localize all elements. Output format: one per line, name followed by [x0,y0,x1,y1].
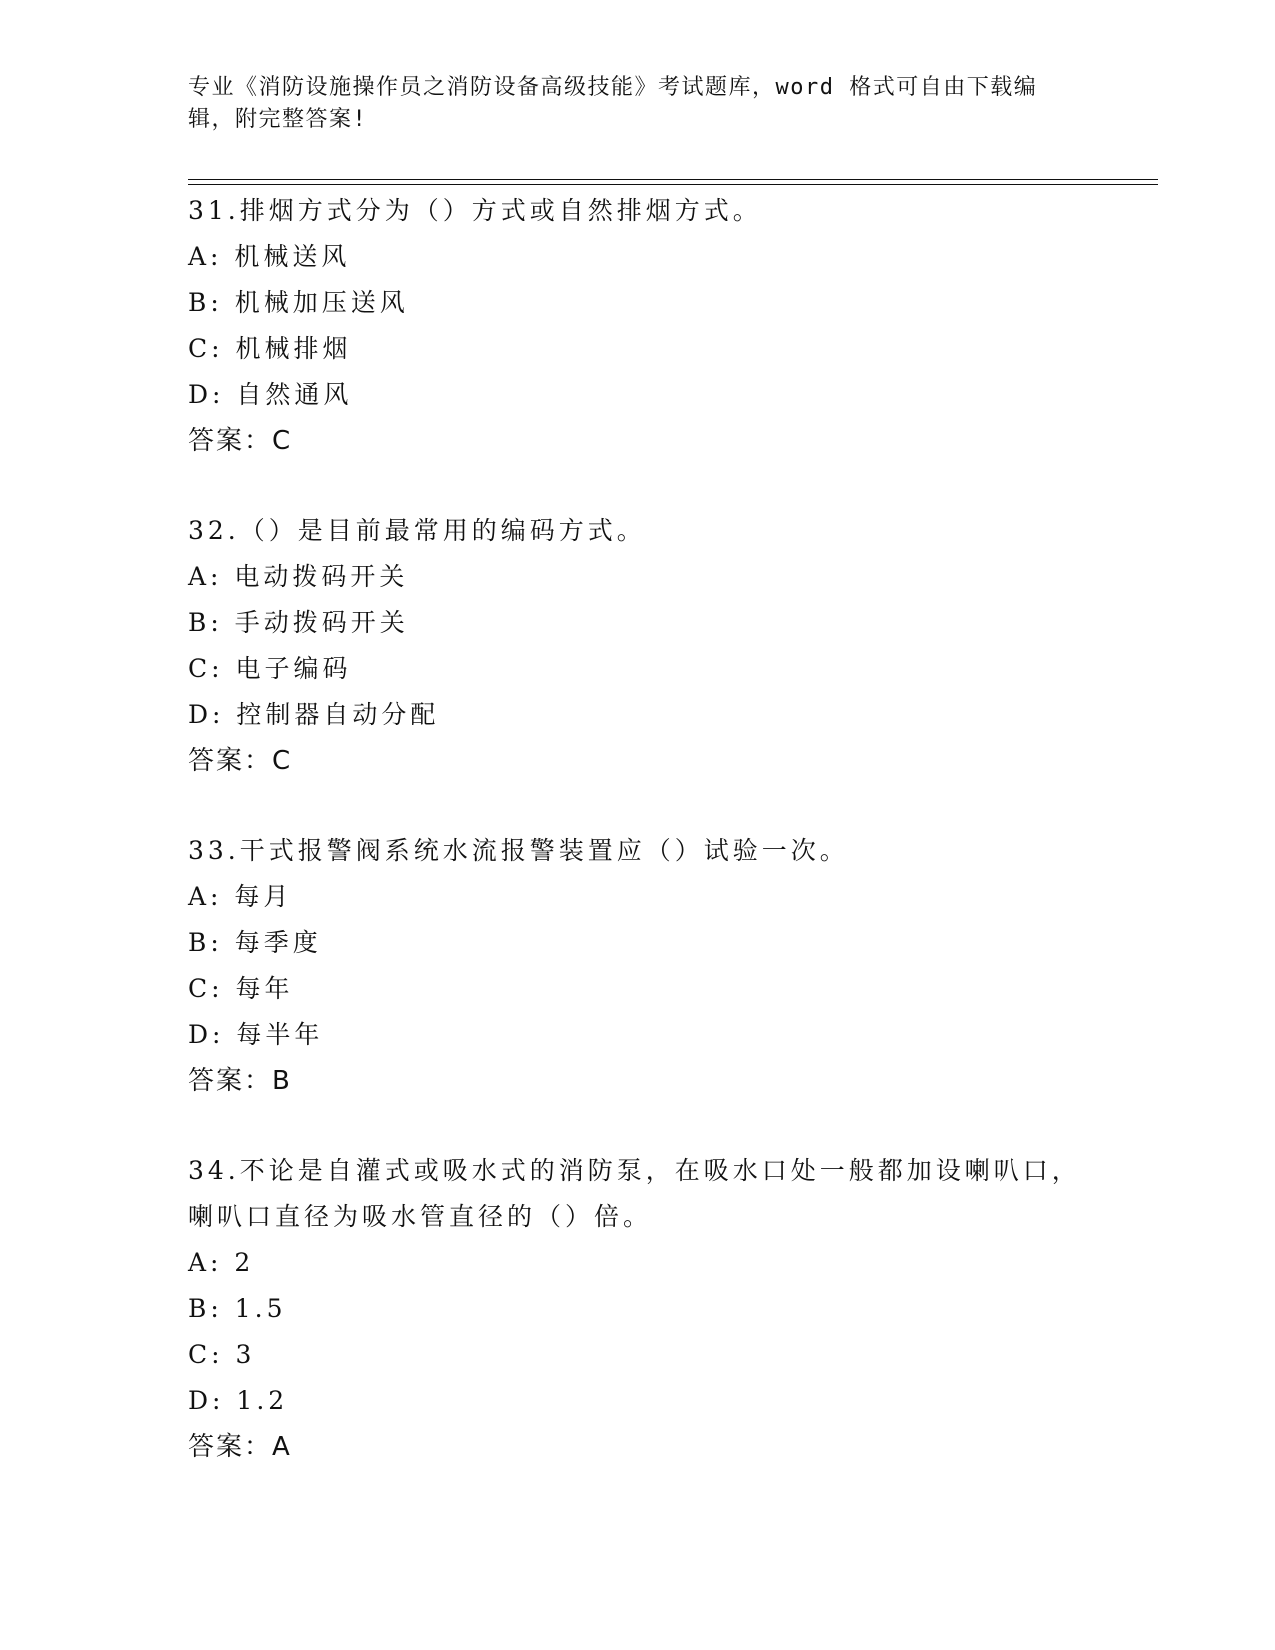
option-b: B: 每季度 [188,928,322,957]
answer-text: 答案：A [188,1432,292,1462]
header-line-1: 专业《消防设施操作员之消防设备高级技能》考试题库，word 格式可自由下载编 [188,75,1038,100]
answer-text: 答案：B [188,1066,292,1096]
option-b: B: 机械加压送风 [188,288,409,317]
option-c: C: 每年 [188,974,294,1003]
question-31 [188,188,1088,464]
option-d: D: 1.2 [188,1386,289,1415]
option-a: A: 机械送风 [188,242,351,271]
option-b: B: 手动拨码开关 [188,608,409,637]
option-a: A: 2 [188,1248,255,1277]
header-rule-top [188,179,1158,180]
question-stem-line-2: 喇叭口直径为吸水管直径的（）倍。 [188,1202,653,1231]
option-d: D: 控制器自动分配 [188,700,440,729]
question-33 [188,828,1088,1104]
question-stem: 33.干式报警阀系统水流报警装置应（）试验一次。 [188,836,849,865]
question-stem: 31.排烟方式分为（）方式或自然排烟方式。 [188,196,762,225]
option-d: D: 自然通风 [188,380,353,409]
option-a: A: 电动拨码开关 [188,562,409,591]
question-stem: 32.（）是目前最常用的编码方式。 [188,516,646,545]
answer-text: 答案：C [188,426,293,456]
option-c: C: 3 [188,1340,256,1369]
option-c: C: 机械排烟 [188,334,352,363]
header-rule-bottom [188,184,1158,185]
question-32 [188,508,1088,784]
question-stem-line-1: 34.不论是自灌式或吸水式的消防泵，在吸水口处一般都加设喇叭口， [188,1156,1081,1185]
answer-text: 答案：C [188,746,293,776]
question-34 [188,1148,1088,1470]
document-header [188,72,1068,136]
option-a: A: 每月 [188,882,293,911]
header-line-2: 辑，附完整答案! [188,107,368,132]
option-d: D: 每半年 [188,1020,324,1049]
option-b: B: 1.5 [188,1294,287,1323]
option-c: C: 电子编码 [188,654,352,683]
